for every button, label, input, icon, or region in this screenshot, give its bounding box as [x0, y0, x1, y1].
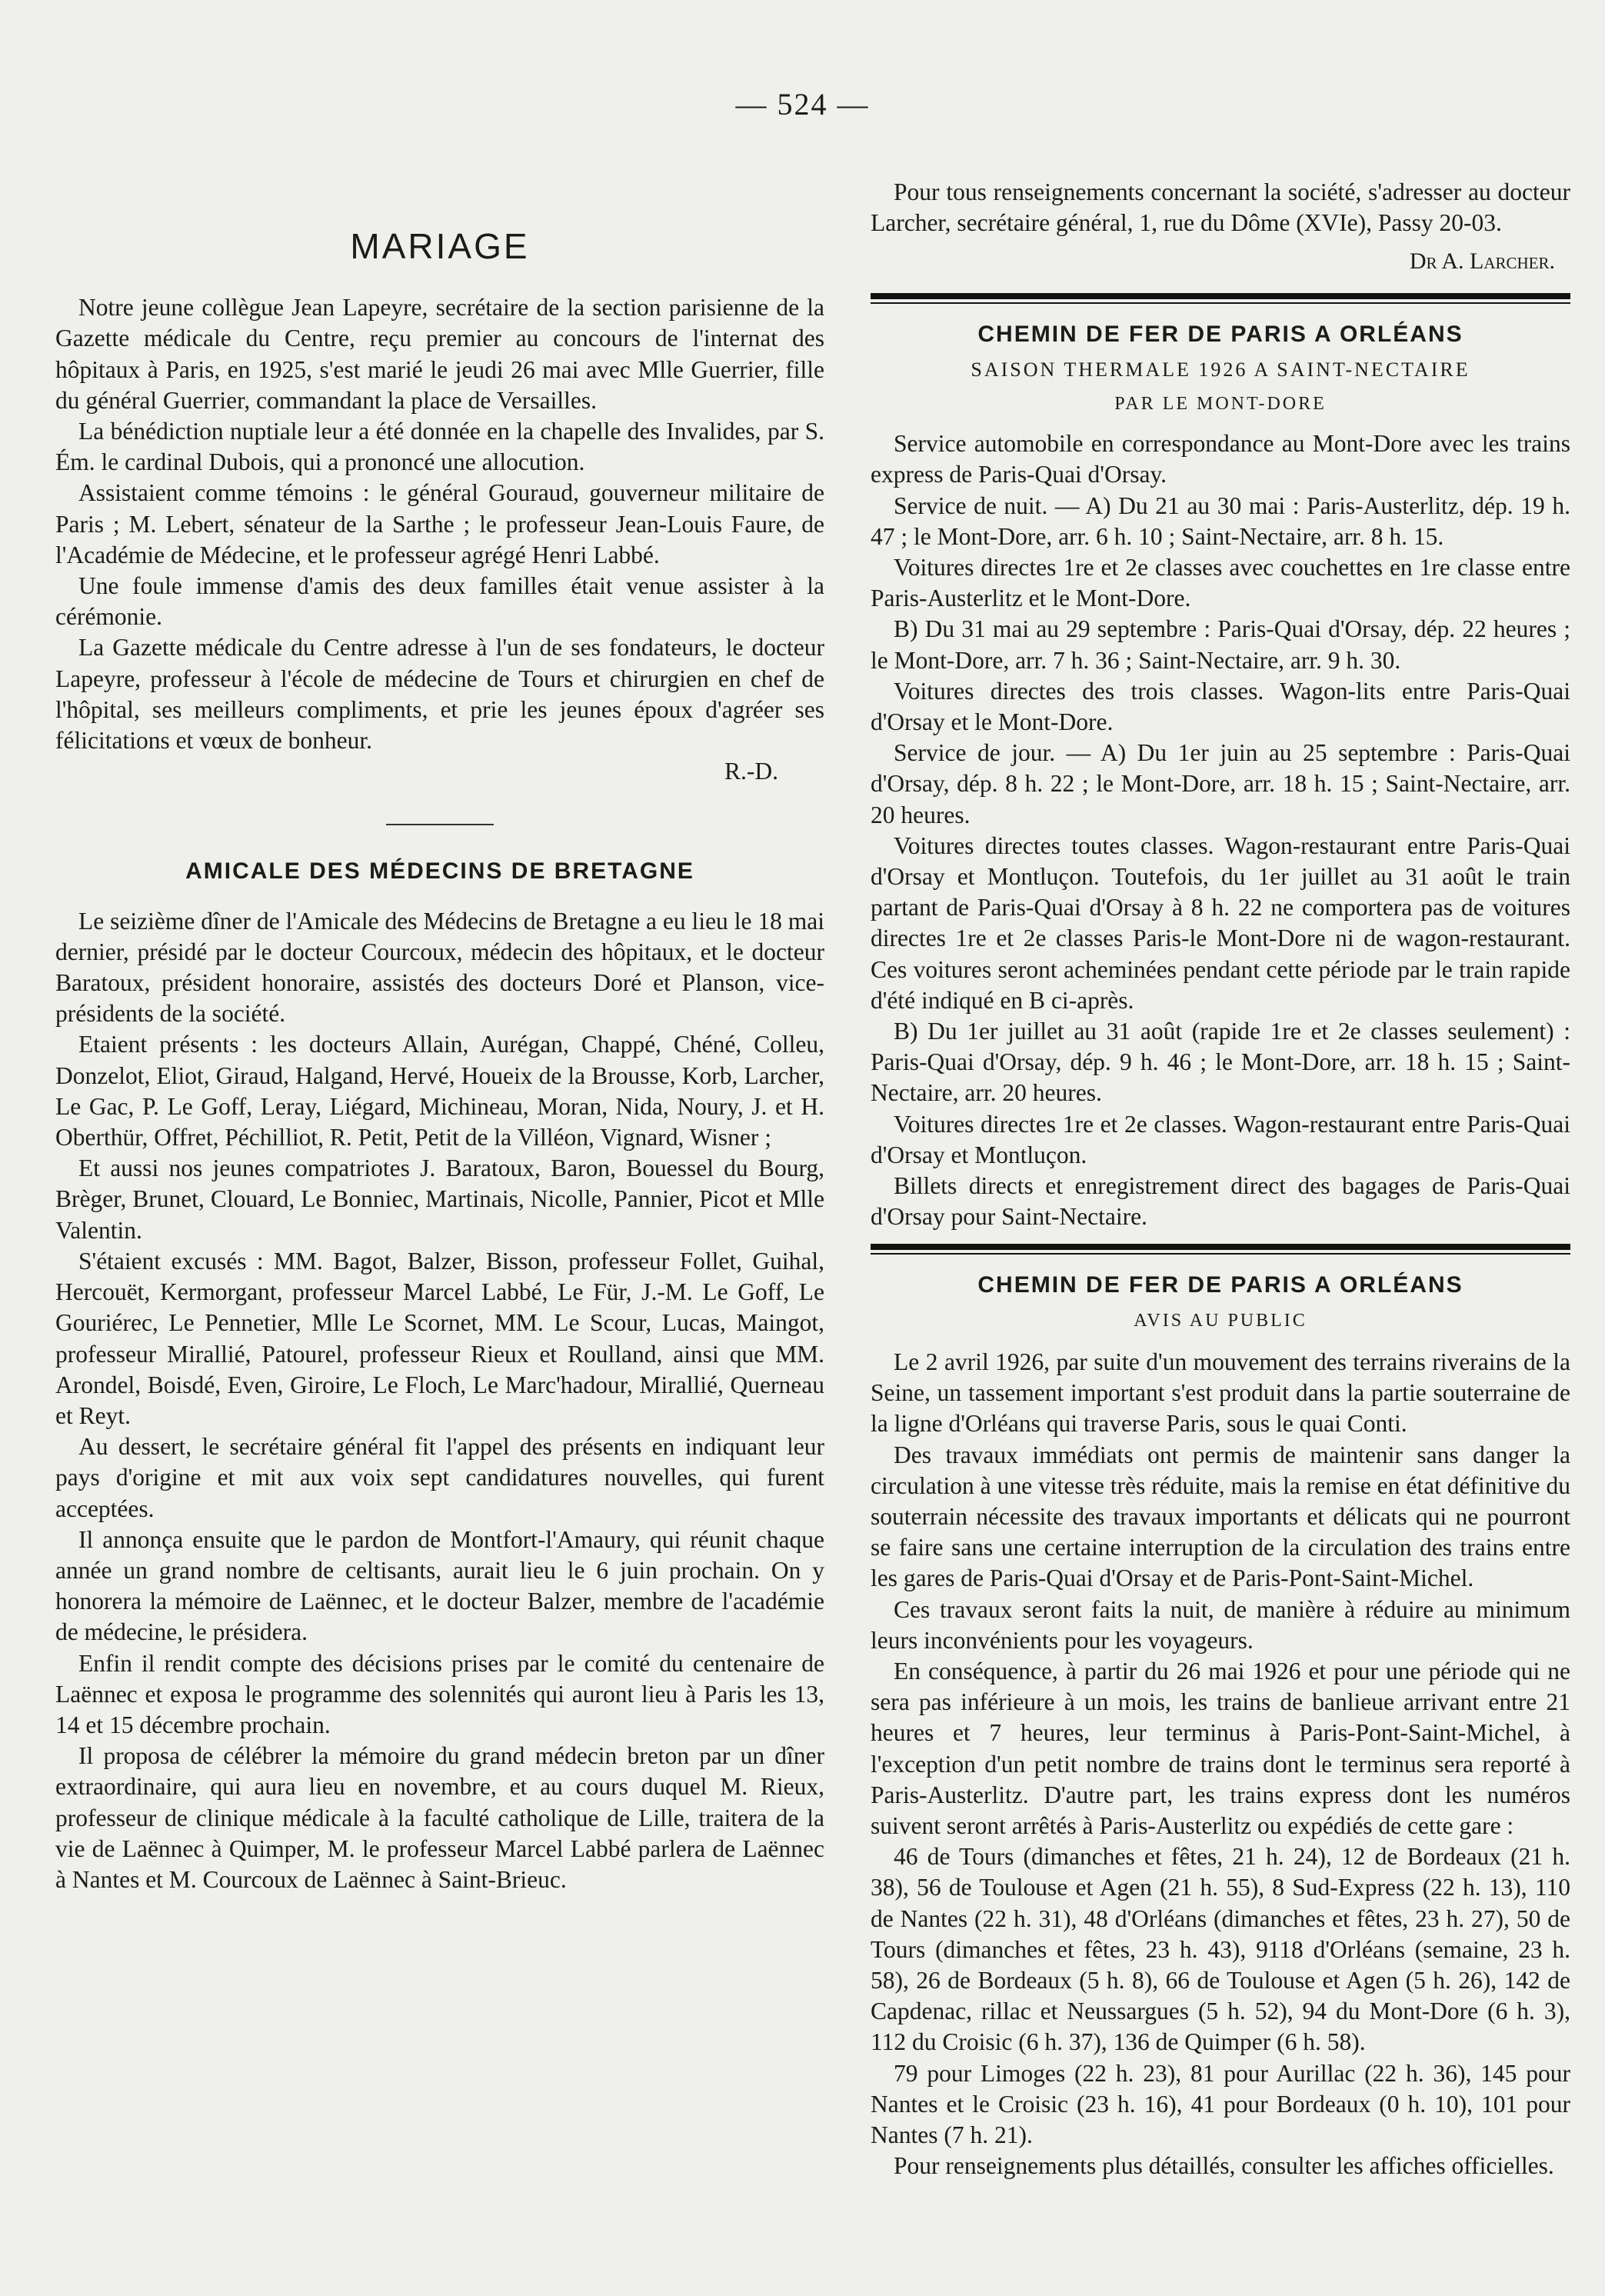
- paragraph: La Gazette médicale du Centre adresse à l'un de ses fondateurs, le docteur Lapeyre, professeur à l'école de médecine de Tours et chirurgien en chef de l'hôpital, ses meilleurs compliments, et prie les jeunes époux d'agréer ses félicitations et vœux de bonheur.: [55, 634, 824, 755]
- paragraph: Une foule immense d'amis des deux familles était venue assister à la cérémonie.: [55, 572, 824, 631]
- paragraph: Enfin il rendit compte des décisions prises par le comité du centenaire de Laënnec et exposa le programme des solennités qui auront lieu à Paris les 13, 14 et 15 décembre prochain.: [55, 1649, 824, 1738]
- paragraph: Service de jour. — A) Du 1er juin au 25 septembre : Paris-Quai d'Orsay, dép. 8 h. 22 ; le Mont-Dore, arr. 18 h. 15 ; Saint-Nectaire, arr. 20 heures.: [871, 739, 1570, 828]
- right-column: [871, 177, 1570, 2181]
- article-saison: [871, 319, 1570, 1233]
- paragraph: La bénédiction nuptiale leur a été donnée en la chapelle des Invalides, par S. Ém. le cardinal Dubois, qui a prononcé une allocution.: [55, 418, 824, 476]
- paragraph: Voitures directes toutes classes. Wagon-restaurant entre Paris-Quai d'Orsay et Montluçon. Toutefois, du 1er juillet au 31 août le train partant de Paris-Quai d'Orsay à 8 h. 22 ne comportera pas de voitures directes 1re et 2e classes Paris-le Mont-Dore ni de wagon-restaurant. Ces voitures seront acheminées pendant cette période par le train rapide d'été indiqué en B ci-après.: [871, 831, 1570, 1014]
- left-column: [55, 226, 824, 1895]
- paragraph: S'étaient excusés : MM. Bagot, Balzer, Bisson, professeur Follet, Guihal, Hercouët, Kermorgant, professeur Marcel Labbé, Le Für, J.-M. Le Goff, Le Gouriérec, Le Pennetier, Mlle Le Scornet, MM. Le Scour, Lucas, Maingot, professeur Mirallié, Patourel, professeur Rieux et Roulland, ainsi que MM. Arondel, Boisdé, Even, Giroire, Le Floch, Le Marc'hadour, Mirallié, Querneau et Reyt.: [55, 1247, 824, 1429]
- section-title: CHEMIN DE FER DE PARIS A ORLÉANS: [977, 321, 1463, 347]
- paragraph: Et aussi nos jeunes compatriotes J. Baratoux, Baron, Bouessel du Bourg, Brèger, Brunet, Clouard, Le Bonniec, Martinais, Nicolle, Pannier, Picot et Mlle Valentin.: [55, 1155, 824, 1244]
- paragraph: Au dessert, le secrétaire général fit l'appel des présents en indiquant leur pays d'origine et mit aux voix sept candidatures nouvelles, qui furent acceptées.: [55, 1433, 824, 1522]
- paragraph: Etaient présents : les docteurs Allain, Aurégan, Chappé, Chéné, Colleu, Donzelot, Eliot, Giraud, Halgand, Hervé, Houeix de la Brousse, Korb, Larcher, Le Gac, P. Le Goff, Leray, Liégard, Michineau, Moran, Nida, Noury, J. et H. Oberthür, Offret, Péchilliot, R. Petit, Petit de la Villéon, Vignard, Wisner ;: [55, 1031, 824, 1151]
- article-amicale: [55, 856, 824, 1895]
- article-mariage: [55, 226, 824, 787]
- paragraph: Voitures directes 1re et 2e classes. Wagon-restaurant entre Paris-Quai d'Orsay et Montluçon.: [871, 1110, 1570, 1168]
- paragraph: 79 pour Limoges (22 h. 23), 81 pour Aurillac (22 h. 36), 145 pour Nantes et le Croisic (23 h. 16), 41 pour Bordeaux (0 h. 10), 101 pour Nantes (7 h. 21).: [871, 2059, 1570, 2148]
- paragraph: Notre jeune collègue Jean Lapeyre, secrétaire de la section parisienne de la Gazette médicale du Centre, reçu premier au concours de l'internat des hôpitaux à Paris, en 1925, s'est marié le jeudi 26 mai avec Mlle Guerrier, fille du général Guerrier, commandant la place de Versailles.: [55, 294, 824, 414]
- paragraph: Service automobile en correspondance au Mont-Dore avec les trains express de Paris-Quai d'Orsay.: [871, 430, 1570, 488]
- paragraph: En conséquence, à partir du 26 mai 1926 et pour une période qui ne sera pas inférieure à un mois, les trains de banlieue arrivant entre 21 heures et 7 heures, leur terminus à Paris-Pont-Saint-Michel, à l'exception d'un petit nombre de trains dont le terminus sera reporté à Paris-Austerlitz. D'autre part, les trains express dont les numéros suivent seront arrêtés à Paris-Austerlitz ou expédiés de cette gare :: [871, 1657, 1570, 1839]
- paragraph: Des travaux immédiats ont permis de maintenir sans danger la circulation à une vitesse très réduite, mais la remise en état définitive du souterrain nécessite des travaux importants et délicats qui ne pourront se faire sans une certaine interruption de la circulation des trains entre les gares de Paris-Quai d'Orsay et de Paris-Pont-Saint-Michel.: [871, 1441, 1570, 1592]
- paragraph: Le seizième dîner de l'Amicale des Médecins de Bretagne a eu lieu le 18 mai dernier, présidé par le docteur Courcoux, médecin des hôpitaux, et le docteur Baratoux, président honoraire, assistés des docteurs Doré et Planson, vice-présidents de la société.: [55, 907, 824, 1028]
- separator-rule: [386, 824, 494, 825]
- separator-rule: [871, 1244, 1570, 1255]
- paragraph: B) Du 31 mai au 29 septembre : Paris-Quai d'Orsay, dép. 22 heures ; le Mont-Dore, arr. 7 h. 36 ; Saint-Nectaire, arr. 9 h. 30.: [871, 615, 1570, 674]
- paragraph: Voitures directes des trois classes. Wagon-lits entre Paris-Quai d'Orsay et le Mont-Dore.: [871, 677, 1570, 736]
- section-title: AMICALE DES MÉDECINS DE BRETAGNE: [185, 858, 694, 885]
- paragraph: Pour renseignements plus détaillés, consulter les affiches officielles.: [894, 2152, 1554, 2180]
- article-title: MARIAGE: [350, 226, 530, 266]
- paragraph: Le 2 avril 1926, par suite d'un mouvement des terrains riverains de la Seine, un tassement important s'est produit dans la partie souterraine de la ligne d'Orléans qui traverse Paris, sous le quai Conti.: [871, 1348, 1570, 1438]
- section-subtitle: AVIS AU PUBLIC: [1134, 1310, 1307, 1331]
- paragraph: Ces travaux seront faits la nuit, de manière à réduire au minimum leurs inconvénients pour les voyageurs.: [871, 1595, 1570, 1654]
- separator-rule: [871, 293, 1570, 304]
- paragraph: Service de nuit. — A) Du 21 au 30 mai : Paris-Austerlitz, dép. 19 h. 47 ; le Mont-Dore, arr. 6 h. 10 ; Saint-Nectaire, arr. 8 h. 15.: [871, 492, 1570, 550]
- paragraph: Billets directs et enregistrement direct des bagages de Paris-Quai d'Orsay pour Saint-Nectaire.: [871, 1172, 1570, 1231]
- signature: R.-D.: [724, 758, 778, 785]
- article-avis: [871, 1270, 1570, 2182]
- section-title: CHEMIN DE FER DE PARIS A ORLÉANS: [977, 1271, 1463, 1298]
- paragraph: Il annonça ensuite que le pardon de Montfort-l'Amaury, qui réunit chaque année un grand nombre de celtisants, aurait lieu le 6 juin prochain. On y honorera la mémoire de Laënnec, et le docteur Balzer, membre de l'académie de médecine, le présidera.: [55, 1525, 824, 1646]
- section-subtitle: PAR LE MONT-DORE: [1114, 394, 1327, 415]
- page-number: — 524 —: [735, 87, 870, 122]
- paragraph: Voitures directes 1re et 2e classes avec couchettes en 1re classe entre Paris-Austerlitz et le Mont-Dore.: [871, 554, 1570, 612]
- paragraph: Pour tous renseignements concernant la société, s'adresser au docteur Larcher, secrétaire général, 1, rue du Dôme (XVIe), Passy 20-03.: [871, 178, 1570, 237]
- paragraph: Il proposa de célébrer la mémoire du grand médecin breton par un dîner extraordinaire, qui aura lieu en novembre, et au cours duquel M. Rieux, professeur de clinique médicale à la faculté catholique de Lille, traitera de la vie de Laënnec à Quimper, M. le professeur Marcel Labbé parlera de Laënnec à Nantes et M. Courcoux de Laënnec à Saint-Brieuc.: [55, 1742, 824, 1893]
- paragraph: 46 de Tours (dimanches et fêtes, 21 h. 24), 12 de Bordeaux (21 h. 38), 56 de Toulouse et Agen (21 h. 55), 8 Sud-Express (22 h. 13), 110 de Nantes (22 h. 31), 48 d'Orléans (dimanches et fêtes, 23 h. 27), 50 de Tours (dimanches et fêtes, 23 h. 43), 9118 d'Orléans (semaine, 23 h. 58), 26 de Bordeaux (5 h. 8), 66 de Toulouse et Agen (5 h. 26), 142 de Capdenac, rillac et Neussargues (5 h. 52), 94 du Mont-Dore (6 h. 3), 112 du Croisic (6 h. 37), 136 de Quimper (6 h. 58).: [871, 1843, 1570, 2056]
- paragraph: B) Du 1er juillet au 31 août (rapide 1re et 2e classes seulement) : Paris-Quai d'Orsay, dép. 9 h. 46 ; le Mont-Dore, arr. 18 h. 15 ; Saint-Nectaire, arr. 20 heures.: [871, 1018, 1570, 1107]
- section-subtitle: SAISON THERMALE 1926 A SAINT-NECTAIRE: [971, 358, 1470, 381]
- paragraph: Assistaient comme témoins : le général Gouraud, gouverneur militaire de Paris ; M. Lebert, sénateur de la Sarthe ; le professeur Jean-Louis Faure, de l'Académie de Médecine, et le professeur agrégé Henri Labbé.: [55, 479, 824, 568]
- signature: Dr A. Larcher.: [1409, 248, 1555, 275]
